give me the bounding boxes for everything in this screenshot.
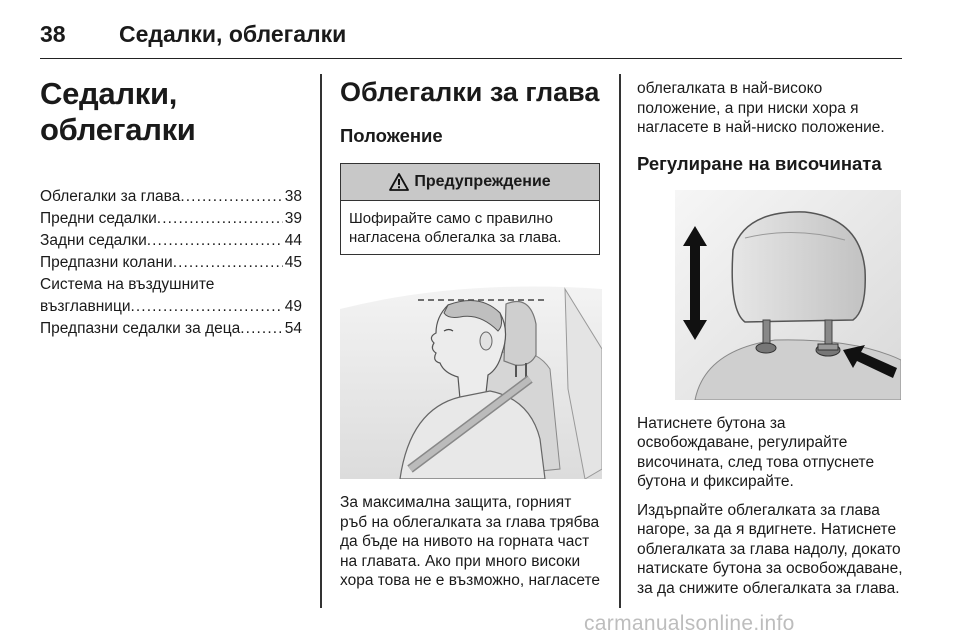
right-column xyxy=(637,62,903,598)
section-heading: Облегалки за глава xyxy=(340,77,600,107)
body-paragraph: облегалката в най-високо положение, а при ниски хора я нагласете в най-ниско положение. xyxy=(637,80,885,136)
body-paragraph: За максимална защита, горният ръб на облегалката за глава трябва да бъде на нивото на горната част на главата. Ако при много високи хора това не е възможно, нагласете xyxy=(340,494,601,589)
toc-item[interactable]: Предни седалки . . . 39 xyxy=(40,208,302,230)
table-of-contents xyxy=(40,186,302,340)
toc-item[interactable]: Система на въздушните възглавници . . . 49 xyxy=(40,274,302,318)
page-number: 38 xyxy=(40,21,66,47)
middle-column xyxy=(340,62,602,591)
column-divider xyxy=(619,74,621,608)
running-title: Седалки, облегалки xyxy=(119,21,347,47)
warning-text: Шофирайте само с правилно нагласена облегалка за глава. xyxy=(349,210,562,246)
warning-triangle-icon xyxy=(389,173,409,191)
driver-headrest-illustration xyxy=(340,269,602,479)
chapter-title: Седалки, облегалки xyxy=(40,76,196,147)
toc-item[interactable]: Предпазни колани . . . 45 xyxy=(40,252,302,274)
toc-item[interactable]: Задни седалки . . . 44 xyxy=(40,230,302,252)
page-header xyxy=(40,14,902,59)
body-paragraph: Издърпайте облегалката за глава нагоре, за да я вдигнете. Натиснете облегалката за глава надолу, докато натискате бутона за освобождаване, за да снижите облегалката за глава. xyxy=(637,501,903,597)
subsection-heading: Положение xyxy=(340,125,443,146)
watermark: carmanualsonline.info xyxy=(584,612,795,635)
column-divider xyxy=(320,74,322,608)
subsection-heading: Регулиране на височината xyxy=(637,152,882,174)
body-paragraph: Натиснете бутона за освобождаване, регулирайте височината, след това отпуснете бутона и фиксирайте. xyxy=(637,414,875,490)
toc-item[interactable]: Предпазни седалки за деца . . . 54 xyxy=(40,318,302,340)
toc-item[interactable]: Облегалки за глава . . . 38 xyxy=(40,186,302,208)
headrest-height-adjustment-illustration xyxy=(675,190,901,400)
left-column xyxy=(40,62,302,340)
warning-box xyxy=(340,163,600,255)
warning-title: Предупреждение xyxy=(414,173,551,190)
